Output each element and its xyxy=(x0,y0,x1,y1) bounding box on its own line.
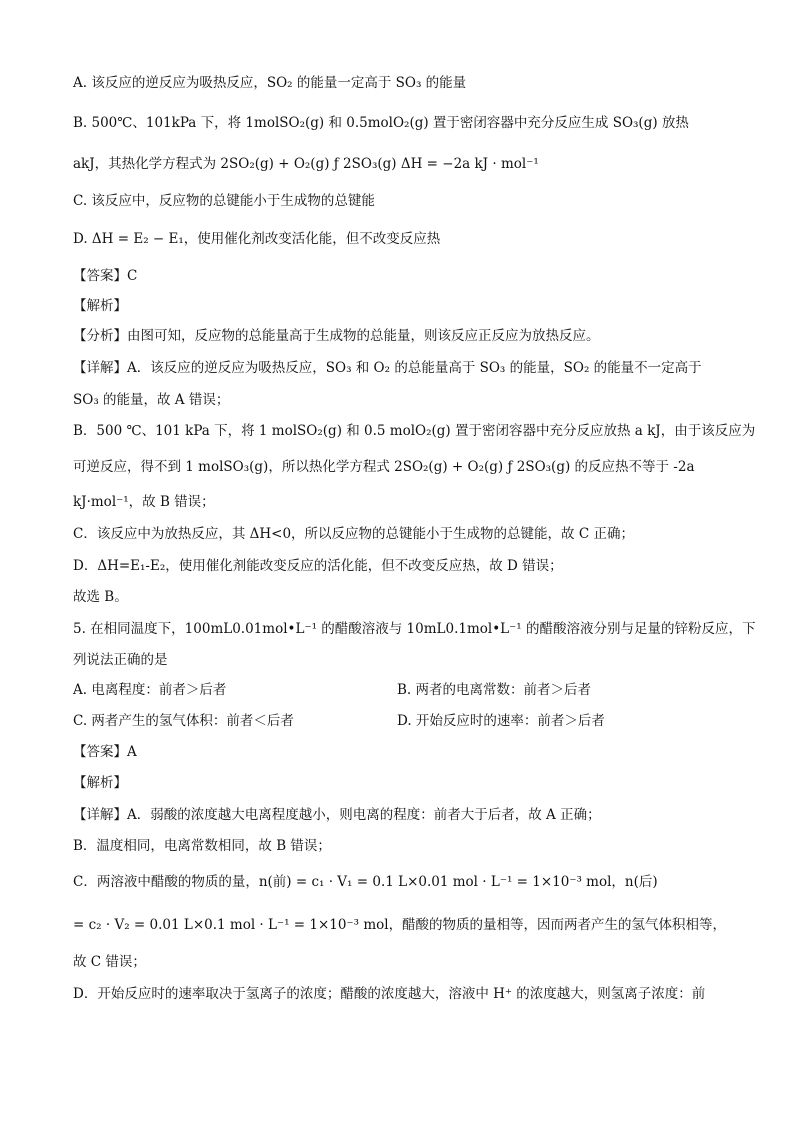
q4-analysis-title: 【解析】 xyxy=(73,298,127,314)
q5-option-b: B. 两者的电离常数：前者＞后者 xyxy=(397,682,592,698)
q4-option-b-line2: akJ，其热化学方程式为 2SO₂(g) + O₂(g) ƒ 2SO₃(g) ΔH = −2a kJ · mol⁻¹ xyxy=(73,156,539,172)
q5-detail-6: D．开始反应时的速率取决于氢离子的浓度；醋酸的浓度越大，溶液中 H⁺ 的浓度越大，则氢离子浓度：前 xyxy=(73,986,706,1002)
q4-detail-4: 可逆反应，得不到 1 molSO₃(g)，所以热化学方程式 2SO₂(g) + O₂(g) ƒ 2SO₃(g) 的反应热不等于 -2a xyxy=(73,459,695,475)
q4-conclusion: 故选 B。 xyxy=(73,589,128,605)
q4-option-b-line1: B. 500℃、101kPa 下，将 1molSO₂(g) 和 0.5molO₂(g) 置于密闭容器中充分反应生成 SO₃(g) 放热 xyxy=(73,115,689,131)
q5-detail-1: 【详解】A．弱酸的浓度越大电离程度越小，则电离的程度：前者大于后者，故 A 正确； xyxy=(73,807,601,823)
q5-detail-5: 故 C 错误； xyxy=(73,954,146,970)
q5-detail-2: B．温度相同，电离常数相同，故 B 错误； xyxy=(73,838,331,854)
q4-detail-3: B．500 ℃、101 kPa 下，将 1 molSO₂(g) 和 0.5 molO₂(g) 置于密闭容器中充分反应放热 a kJ，由于该反应为 xyxy=(73,423,756,439)
q5-option-c: C. 两者产生的氢气体积：前者＜后者 xyxy=(73,713,294,729)
q4-answer: 【答案】C xyxy=(73,268,138,284)
q5-analysis-title: 【解析】 xyxy=(73,775,127,791)
q4-detail-1: 【详解】A．该反应的逆反应为吸热反应，SO₃ 和 O₂ 的总能量高于 SO₃ 的能量，SO₂ 的能量不一定高于 xyxy=(73,360,702,376)
q5-stem-line2: 列说法正确的是 xyxy=(73,652,168,668)
q5-stem-line1: 5. 在相同温度下，100mL0.01mol•L⁻¹ 的醋酸溶液与 10mL0.1mol•L⁻¹ 的醋酸溶液分别与足量的锌粉反应，下 xyxy=(73,621,756,637)
q4-detail-5: kJ·mol⁻¹，故 B 错误； xyxy=(73,494,215,510)
q5-answer: 【答案】A xyxy=(73,744,137,760)
q4-detail-2: SO₃ 的能量，故 A 错误； xyxy=(73,392,230,408)
q4-detail-7: D．ΔH=E₁-E₂，使用催化剂能改变反应的活化能，但不改变反应热，故 D 错误； xyxy=(73,558,563,574)
q5-option-a: A. 电离程度：前者＞后者 xyxy=(73,682,227,698)
q4-fenxi: 【分析】由图可知，反应物的总能量高于生成物的总能量，则该反应正反应为放热反应。 xyxy=(73,328,600,344)
q4-option-a: A. 该反应的逆反应为吸热反应，SO₂ 的能量一定高于 SO₃ 的能量 xyxy=(73,75,467,91)
q4-option-d: D. ΔH = E₂ − E₁，使用催化剂改变活化能，但不改变反应热 xyxy=(73,231,441,247)
q5-detail-3: C．两溶液中醋酸的物质的量，n(前) = c₁ · V₁ = 0.1 L×0.01 mol · L⁻¹ = 1×10⁻³ mol，n(后) xyxy=(73,874,658,890)
q4-option-c: C. 该反应中，反应物的总键能小于生成物的总键能 xyxy=(73,193,375,209)
q4-detail-6: C．该反应中为放热反应，其 ΔH<0，所以反应物的总键能小于生成物的总键能，故 C 正确； xyxy=(73,526,634,542)
q5-option-d: D. 开始反应时的速率：前者＞后者 xyxy=(397,713,605,729)
q5-detail-4: = c₂ · V₂ = 0.01 L×0.1 mol · L⁻¹ = 1×10⁻³ mol，醋酸的物质的量相等，因而两者产生的氢气体积相等， xyxy=(73,917,727,933)
